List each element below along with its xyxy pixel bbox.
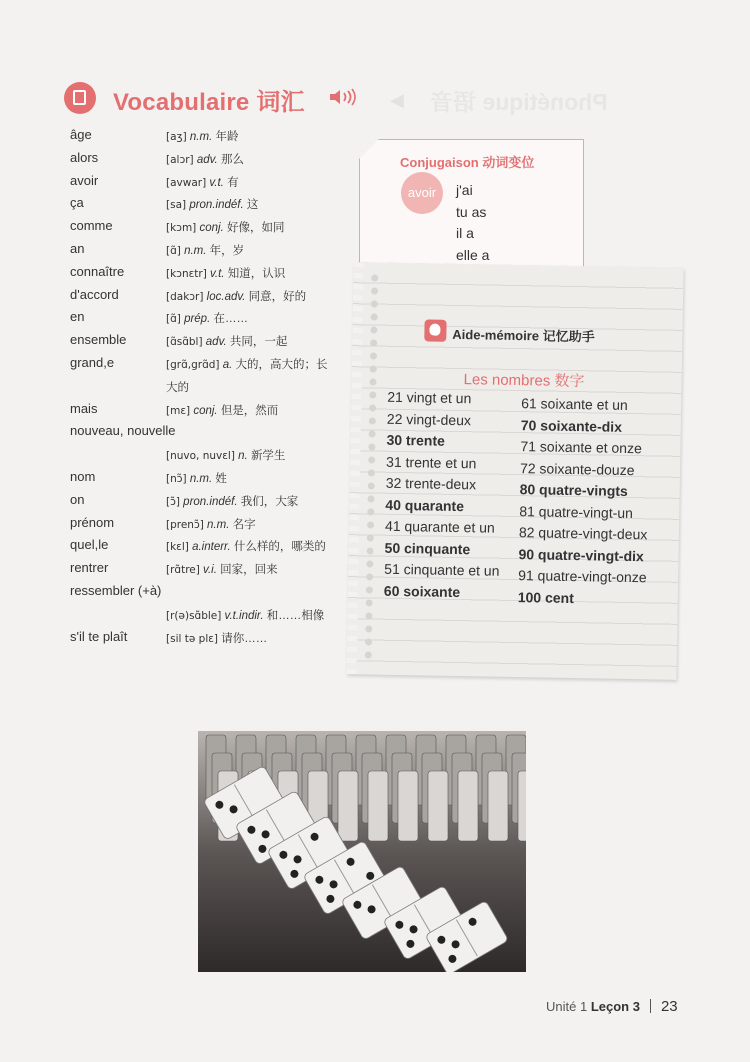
vocab-pos: adv. — [196, 153, 218, 166]
vocab-ipa: [prenɔ̃] — [166, 518, 204, 531]
number-entry: 32 trente-deux — [385, 474, 477, 493]
vocab-row — [70, 375, 360, 398]
vocab-meaning: 大的，高大的；长 — [235, 358, 328, 371]
vocab-pos: v.t. — [210, 267, 225, 280]
vocab-pos: v.t. — [209, 176, 224, 189]
vocab-word: ça — [70, 195, 84, 211]
vocab-definition — [166, 607, 324, 623]
number-entry: 41 quarante et un — [384, 517, 495, 536]
number-entry: 30 trente — [386, 431, 446, 449]
page-number: 23 — [660, 998, 678, 1015]
vocab-ipa: [aʒ] — [166, 131, 187, 143]
ghost-arrow: ◀ — [390, 90, 404, 110]
vocab-definition — [166, 333, 287, 349]
number-entry: 50 cinquante — [384, 539, 471, 557]
vocab-row — [70, 580, 360, 603]
vocab-word: s'il te plaît — [70, 628, 128, 644]
vocab-meaning: 新学生 — [250, 450, 286, 463]
vocab-row — [70, 147, 360, 170]
vocab-meaning: 我们，大家 — [240, 495, 299, 508]
vocab-pos: a. — [222, 358, 233, 371]
vocab-definition — [166, 288, 306, 304]
vocab-word: âge — [70, 127, 92, 142]
vocab-definition — [166, 128, 238, 144]
vocab-row — [70, 170, 360, 193]
vocab-row — [70, 534, 360, 557]
vocab-ipa: [kɛl] — [166, 541, 189, 554]
conjugaison-forms — [456, 180, 489, 266]
number-entry: 70 soixante-dix — [520, 416, 623, 435]
vocab-pos: n. — [238, 450, 248, 463]
vocab-word: ensemble — [70, 332, 127, 348]
vocab-word: nouveau, nouvelle — [70, 423, 176, 439]
vocab-meaning: 好像，如同 — [226, 222, 285, 235]
vocab-meaning: 姓 — [215, 472, 227, 485]
section-title: Vocabulaire 词汇 — [113, 89, 305, 116]
number-entry: 100 cent — [517, 588, 574, 606]
number-entry: 91 quatre-vingt-onze — [518, 567, 647, 586]
vocab-word: en — [70, 309, 85, 325]
vocab-row — [70, 603, 360, 626]
vocab-row — [70, 124, 360, 147]
number-entry: 90 quatre-vingt-dix — [518, 545, 644, 564]
vocab-row — [70, 626, 360, 649]
number-entry: 31 trente et un — [386, 453, 477, 471]
vocab-row — [70, 420, 360, 443]
head-icon — [424, 319, 446, 341]
vocab-ipa: [nuvo, nuvɛl] — [166, 450, 235, 463]
number-entry: 80 quatre-vingts — [519, 481, 628, 499]
number-entry: 72 soixante-douze — [519, 459, 635, 478]
vocab-pos: a.interr. — [192, 541, 231, 554]
aide-memoire-title: Aide-mémoire 记忆助手 — [452, 326, 595, 345]
vocab-definition — [166, 447, 285, 463]
vocab-word: alors — [70, 149, 99, 165]
conjugaison-form: il a — [456, 225, 474, 241]
vocab-row — [70, 466, 360, 489]
vocab-meaning: 但是，然而 — [220, 404, 279, 417]
numbers-subtitle: Les nombres 数字 — [463, 371, 585, 391]
vocab-ipa: [ɑ̃] — [166, 313, 181, 326]
unit-label: Unité 1 — [546, 999, 588, 1014]
vocab-row — [70, 284, 360, 307]
number-entry: 51 cinquante et un — [384, 560, 500, 579]
vocab-pos: adv. — [205, 336, 227, 349]
vocab-pos: loc.adv. — [206, 290, 246, 303]
vocab-meaning: 共同，一起 — [229, 336, 288, 349]
vocab-row — [70, 489, 360, 512]
number-entry: 21 vingt et un — [387, 388, 472, 407]
vocab-pos: v.t.indir. — [224, 609, 264, 622]
vocab-row — [70, 443, 360, 466]
vocab-meaning: 回家，回来 — [220, 564, 278, 577]
vocab-meaning: 知道，认识 — [227, 267, 286, 280]
vocab-word: grand,e — [70, 354, 115, 370]
vocab-ipa: [rɑ̃tre] — [166, 564, 200, 577]
vocab-pos: conj. — [199, 222, 224, 235]
vocabulary-list — [70, 124, 360, 648]
vocab-definition — [166, 379, 189, 395]
vocab-word: rentrer — [70, 560, 109, 576]
vocab-word: mais — [70, 400, 98, 416]
vocab-row — [70, 512, 360, 535]
vocab-pos: n.m. — [207, 518, 230, 531]
vocab-ipa: [sil tə plɛ] — [166, 632, 219, 645]
vocab-word: ressembler (+à) — [70, 582, 162, 598]
vocab-ipa: [grɑ̃,grɑ̃d] — [166, 358, 220, 371]
vocab-definition — [166, 516, 256, 532]
vocab-ipa: [kɔm] — [166, 222, 197, 235]
vocab-pos: pron.indéf. — [183, 495, 238, 508]
vocab-word: comme — [70, 218, 113, 234]
vocab-word: d'accord — [70, 286, 119, 302]
vocab-definition — [166, 151, 244, 167]
vocab-row — [70, 261, 360, 284]
vocab-word: connaître — [70, 263, 125, 279]
number-entry: 60 soixante — [383, 582, 461, 600]
vocab-definition — [166, 538, 326, 554]
vocab-meaning: 那么 — [220, 153, 244, 166]
vocab-row — [70, 192, 360, 215]
vocab-definition — [166, 242, 244, 258]
vocab-meaning: 有 — [227, 176, 239, 189]
number-entry: 71 soixante et onze — [520, 438, 642, 457]
vocab-row — [70, 238, 360, 261]
speaker-icon[interactable] — [328, 88, 358, 106]
lesson-label: Leçon 3 — [590, 999, 640, 1014]
vocab-meaning: 大的 — [166, 381, 189, 394]
vocab-word: avoir — [70, 172, 99, 188]
vocab-row — [70, 329, 360, 352]
vocab-definition — [166, 356, 328, 372]
vocab-row — [70, 306, 360, 329]
vocab-ipa: [r(ə)sɑ̃ble] — [166, 609, 222, 622]
number-entry: 81 quatre-vingt-un — [519, 502, 634, 521]
vocab-meaning: 年龄 — [215, 131, 239, 143]
number-entry: 22 vingt-deux — [386, 410, 472, 428]
numbers-column-left — [384, 387, 503, 604]
vocab-meaning: 同意，好的 — [248, 290, 307, 303]
vocab-meaning: 请你…… — [221, 632, 268, 645]
aide-memoire-card — [346, 262, 683, 680]
vocab-definition — [166, 265, 285, 281]
vocab-ipa: [sa] — [166, 199, 187, 212]
conjugaison-form: elle a — [456, 246, 490, 263]
numbers-column-right — [518, 393, 650, 610]
conjugaison-form: tu as — [456, 203, 487, 220]
vocab-ipa: [dakɔr] — [166, 290, 204, 303]
number-entry: 82 quatre-vingt-deux — [518, 524, 648, 543]
vocab-word: an — [70, 240, 85, 256]
vocab-definition — [166, 630, 267, 646]
vocab-pos: n.m. — [189, 472, 213, 485]
number-entry: 40 quarante — [385, 496, 465, 514]
vocab-word: prénom — [70, 514, 115, 530]
vocab-definition — [166, 493, 298, 509]
vocab-ipa: [ɑ̃sɑ̃bl] — [166, 336, 203, 349]
vocab-ipa: [ɔ̃] — [166, 495, 180, 508]
vocab-meaning: 什么样的，哪类的 — [233, 541, 326, 554]
dominoes-photo — [198, 731, 526, 972]
number-entry: 61 soixante et un — [521, 395, 628, 413]
vocab-definition — [166, 402, 278, 418]
vocab-row — [70, 352, 360, 375]
vocab-definition — [166, 561, 278, 577]
vocab-definition — [166, 196, 258, 212]
vocab-definition — [166, 310, 248, 326]
vocab-row — [70, 557, 360, 580]
page-footer — [546, 998, 678, 1015]
vocab-ipa: [nɔ̃] — [166, 472, 187, 485]
vocab-row — [70, 215, 360, 238]
vocab-definition — [166, 219, 284, 235]
conjugaison-title: Conjugaison 动词变位 — [400, 155, 535, 170]
vocab-meaning: 和……相像 — [266, 609, 325, 622]
vocab-ipa: [kɔnɛtr] — [166, 267, 207, 280]
vocab-word: nom — [70, 468, 96, 484]
vocab-ipa: [mɛ] — [166, 404, 191, 417]
vocab-pos: v.i. — [203, 564, 217, 577]
vocab-definition — [166, 174, 239, 190]
vocab-pos: n.m. — [189, 131, 213, 143]
ghost-title: Phonétique 语音 — [430, 89, 608, 115]
vocab-ipa: [alɔr] — [166, 153, 194, 166]
vocab-pos: n.m. — [184, 244, 207, 257]
vocab-ipa: [avwar] — [166, 176, 207, 189]
vocab-meaning: 在…… — [213, 313, 248, 326]
conjugaison-form: j'ai — [456, 182, 473, 198]
conjugaison-verb: avoir — [401, 172, 443, 214]
vocab-row — [70, 398, 360, 421]
vocab-pos: prép. — [184, 313, 211, 326]
vocab-pos: conj. — [193, 404, 218, 417]
vocab-ipa: [ɑ̃] — [166, 244, 181, 257]
book-icon — [64, 82, 96, 114]
vocab-meaning: 年，岁 — [209, 244, 245, 257]
vocab-definition — [166, 470, 227, 486]
vocab-meaning: 这 — [246, 199, 259, 212]
vocab-meaning: 名字 — [232, 518, 256, 531]
vocab-pos: pron.indéf. — [189, 199, 244, 212]
vocab-word: on — [70, 491, 85, 507]
vocab-word: quel,le — [70, 537, 109, 553]
